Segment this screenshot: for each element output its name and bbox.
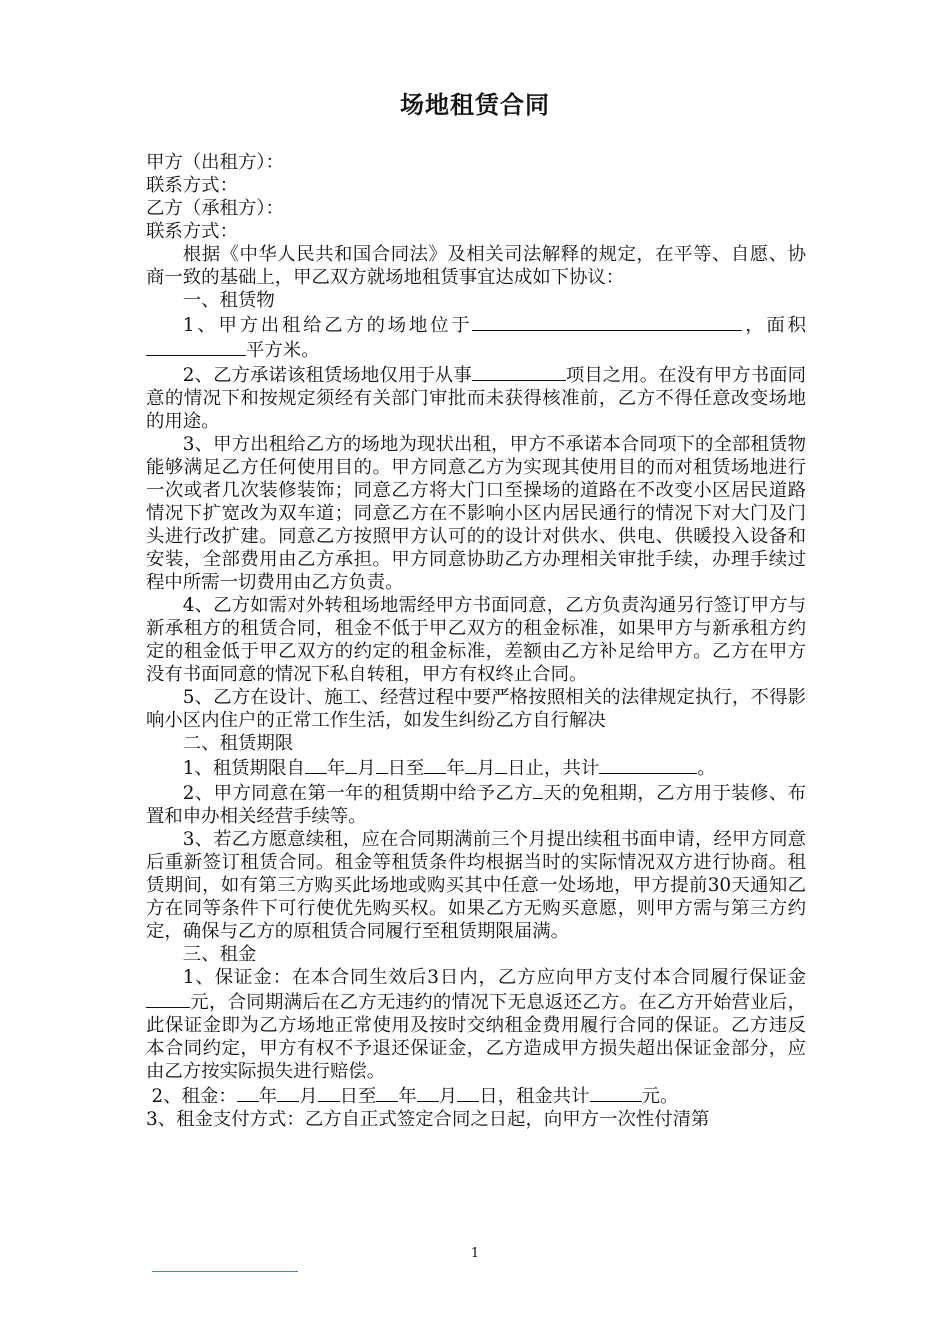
- section1-clause1: 1、甲方出租给乙方的场地位于 ，面积平方米。: [146, 312, 806, 362]
- deposit-blank: [146, 989, 190, 1008]
- section3-clause2: 2、租金： 年 月 日至 年 月 日，租金共计 元。: [146, 1083, 806, 1108]
- section1-heading: 一、租赁物: [182, 290, 275, 311]
- project-blank: [472, 362, 566, 381]
- section2-heading: 二、租赁期限: [182, 733, 294, 754]
- section2-clause2: 2、甲方同意在第一年的租赁期中给予乙方 天的免租期，乙方用于装修、布置和申办相关经营手续等。: [146, 780, 806, 828]
- section1-clause2: 2、乙方承诺该租赁场地仅用于从事 项目之用。在没有甲方书面同意的情况下和按规定须经有关部门审批而未获得核准前，乙方不得任意改变场地的用途。: [146, 362, 806, 433]
- section1-clause4: 4、乙方如需对外转租场地需经甲方书面同意，乙方负责沟通另行签订甲方与新承租方的租赁合同，租金不低于甲乙双方的租金标准，如果甲方与新承租方约定的租金低于甲乙双方的约定的租金标准，差额由乙方补足给甲方。乙方在甲方没有书面同意的情况下私自转租，甲方有权终止合同。: [146, 595, 806, 685]
- page-title: 场地租赁合同: [400, 90, 550, 119]
- section1-clause5: 5、乙方在设计、施工、经营过程中要严格按照相关的法律规定执行，不得影响小区内住户的正常工作生活，如发生纠纷乙方自行解决: [146, 687, 806, 731]
- section3-clause3: 3、租金支付方式：乙方自正式签定合同之日起，向甲方一次性付清第: [146, 1109, 710, 1130]
- contract-body: [146, 151, 806, 1131]
- section1-clause3: 3、甲方出租给乙方的场地为现状出租，甲方不承诺本合同项下的全部租赁物能够满足乙方任何使用目的。甲方同意乙方为实现其使用目的而对租赁场地进行一次或者几次装修装饰；同意乙方将大门口至操场的道路在不改变小区居民道路情况下扩宽改为双车道；同意乙方在不影响小区内居民通行的情况下对大门及门头进行改扩建。同意乙方按照甲方认可的的设计对供水、供电、供暖投入设备和安装，全部费用由乙方承担。甲方同意协助乙方办理相关审批手续，办理手续过程中所需一切费用由乙方负责。: [146, 434, 806, 593]
- preamble: 根据《中华人民共和国合同法》及相关司法解释的规定，在平等、自愿、协商一致的基础上，甲乙双方就场地租赁事宜达成如下协议：: [146, 244, 806, 288]
- area-blank: [146, 337, 246, 356]
- section3-heading: 三、租金: [182, 944, 257, 965]
- location-blank: [472, 312, 742, 331]
- party-a-line: 甲方（出租方）：: [146, 152, 284, 173]
- contact-a-line: 联系方式：: [146, 175, 238, 196]
- section2-clause1: 1、租赁期限自 年 月 日至 年 月 日止，共计 。: [146, 755, 806, 780]
- section2-clause3: 3、若乙方愿意续租，应在合同期满前三个月提出续租书面申请，经甲方同意后重新签订租赁合同。租金等租赁条件均根据当时的实际情况双方进行协商。租赁期间，如有第三方购买此场地或购买其中任意一处场地，甲方提前30天通知乙方在同等条件下可行使优先购买权。如果乙方无购买意愿，则甲方需与第三方约定，确保与乙方的原租赁合同履行至租赁期限届满。: [146, 829, 806, 942]
- party-b-line: 乙方（承租方）：: [146, 198, 284, 219]
- free-days-blank: [533, 780, 543, 799]
- footer-line: [152, 1271, 298, 1272]
- total-term-blank: [599, 755, 697, 774]
- rent-total-blank: [590, 1083, 642, 1102]
- contact-b-line: 联系方式：: [146, 221, 238, 242]
- section3-clause1: 1、保证金：在本合同生效后3日内，乙方应向甲方支付本合同履行保证金元，合同期满后在乙方无违约的情况下无息返还乙方。在乙方开始营业后，此保证金即为乙方场地正常使用及按时交纳租金费用履行合同的保证。乙方违反本合同约定，甲方有权不予退还保证金，乙方造成甲方损失超出保证金部分，应由乙方按实际损失进行赔偿。: [146, 967, 806, 1082]
- page-number: 1: [470, 1246, 480, 1261]
